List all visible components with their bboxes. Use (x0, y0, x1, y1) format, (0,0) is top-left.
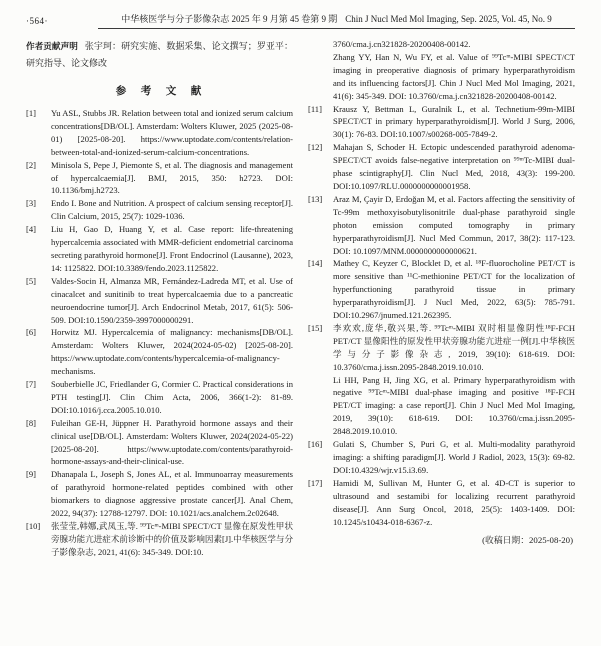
references-heading: 参 考 文 献 (115, 85, 204, 97)
journal-title-cn: 中华核医学与分子影像杂志 2025 年 9 月第 45 卷第 9 期 (121, 14, 338, 24)
reference-text: Li HH, Pang H, Jing XG, et al. Primary hyperparathyroidism with negative ⁹⁹Tcᵐ-MIBI dual-phase imaging and positive ¹⁸F-FCH PET/CT imaging: a case report[J]. Chin J Nucl Med Mol Imaging, 2019, 39(10): 618-619. DOI: 10.3760/cma.j.issn.2095-2848.2019.10.010. (333, 374, 575, 437)
reference-continuation (308, 38, 575, 51)
reference-number: [6] (26, 327, 36, 338)
reference-item (308, 141, 575, 193)
reference-item (26, 326, 293, 378)
left-column (26, 38, 293, 559)
reference-text: Fuleihan GE-H, Jüppner H. Parathyroid hormone assays and their clinical use[DB/OL]. Amsterdam: Wolters Kluwer, 2024(2024-05-22) [2025-08-20]. https://www.uptodate.com/contents/parathyroid-hormone-assays-and-their-clinical-use. (51, 417, 293, 467)
contribution-text: 张宇珂：研究实施、数据采集、论文撰写；罗亚平：研究指导、论文修改 (26, 41, 293, 68)
reference-text: Mahajan S, Schoder H. Ectopic undescended parathyroid adenoma-SPECT/CT avoids false-negative interpretation on ⁹⁹ᵐTc-MIBI dual-phase scintigraphy[J]. Clin Nucl Med, 2018, 43(3): 199-200. DOI:10.1097/RLU.0000000000001958. (333, 142, 575, 191)
reference-text: 李欢欢,庞华,敬兴果,等. ⁹⁹Tcᵐ-MIBI 双时相显像阴性¹⁸F-FCH PET/CT 显像阳性的原发性甲状旁腺功能亢进症一例[J].中华核医学与分子影像杂志, 2019, 39(10): 618-619. DOI: 10.3760/cma.j.issn.2095-2848.2019.10.010. (333, 322, 575, 372)
reference-text: Hamidi M, Sullivan M, Hunter G, et al. 4D-CT is superior to ultrasound and sestamibi for localizing recurrent parathyroid disease[J]. Ann Surg Oncol, 2018, 25(5): 1403-1409. DOI: 10.1245/s10434-018-6367-z. (333, 477, 575, 527)
reference-number: [15] (308, 322, 323, 333)
right-column (308, 38, 575, 559)
reference-number: [17] (308, 477, 323, 488)
reference-text: Araz M, Çayir D, Erdoğan M, et al. Factors affecting the sensitivity of Tc-99m methoxyisobutylisonitrile dual-phase parathyroid single photon emission computed tomography in primary hyperparathyroidism[J]. Nucl Med Commun, 2017, 38(2): 117-123. DOI: 10.1097/MNM.0000000000000621. (333, 193, 575, 256)
page-number: ·564· (26, 16, 48, 26)
reference-number: [8] (26, 417, 36, 428)
reference-item (26, 223, 293, 275)
journal-header-line (98, 12, 575, 29)
reference-text: Mathey C, Keyzer C, Blocklet D, et al. ¹⁸F-fluorocholine PET/CT is more sensitive than ¹¹C-methionine PET/CT for the localization of hyperfunctioning parathyroid tissue in primary hyperparathyroidism[J]. J Nucl Med, 2022, 63(5): 785-791. DOI:10.2967/jnumed.121.262395. (333, 258, 575, 321)
received-date: (收稿日期：2025-08-20) (482, 535, 573, 546)
reference-number: [14] (308, 258, 323, 269)
two-column-body (26, 38, 575, 559)
reference-number (308, 38, 333, 51)
reference-number: [16] (308, 439, 323, 450)
reference-item (26, 159, 293, 198)
reference-text: Yu ASL, Stubbs JR. Relation between total and ionized serum calcium concentrations[DB/OL]. Amsterdam: Wolters Kluwer, 2025 (2025-08-01) [2025-08-20]. https://www.uptodate.com/contents/relation-between-total-and-ionized-serum-calcium-concentrations. (51, 108, 293, 157)
reference-item (308, 322, 575, 374)
reference-number: [12] (308, 142, 323, 153)
reference-text: Zhang YY, Han N, Wu FY, et al. Value of ⁹⁹Tcᵐ-MIBI SPECT/CT imaging in preoperative diagnosis of primary hyperparathyroidism and its influencing factors[J]. Chin J Nucl Med Mol Imaging, 2021, 41(6): 345-349. DOI: 10.3760/cma.j.cn321828-20200408-00142. (333, 51, 575, 101)
reference-translation (308, 51, 575, 103)
contribution-label: 作者贡献声明 (26, 42, 78, 52)
reference-number: [4] (26, 224, 36, 235)
reference-item (308, 103, 575, 142)
reference-text: Valdes-Socin H, Almanza MR, Fernández-Ladreda MT, et al. Use of cinacalcet and sunitinib to treat hypercalcaemia due to a pancreatic neuroendocrine tumor[J]. Arch Endocrinol Metab, 2017, 61(5): 506-509. DOI:10.1590/2359-3997000000291. (51, 275, 293, 325)
reference-text: 3760/cma.j.cn321828-20200408-00142. (333, 39, 471, 49)
reference-item (26, 197, 293, 223)
reference-item (26, 520, 293, 559)
reference-number: [5] (26, 275, 36, 286)
reference-item (308, 193, 575, 258)
reference-text: Dhanapala L, Joseph S, Jones AL, et al. Immunoarray measurements of parathyroid hormone-related peptides combined with other biomarkers to diagnose aggressive prostate cancer[J]. Anal Chem, 2022, 94(37): 12788-12797. DOI: 10.1021/acs.analchem.2c02648. (51, 469, 293, 519)
reference-number (308, 51, 333, 103)
reference-item (26, 468, 293, 520)
reference-text: Souberbielle JC, Friedlander G, Cormier C. Practical considerations in PTH testing[J]. Clin Chim Acta, 2006, 366(1-2): 81-89. DOI:10.1016/j.cca.2005.10.010. (51, 379, 293, 415)
reference-translation (308, 374, 575, 439)
reference-number: [9] (26, 469, 36, 480)
reference-item (26, 417, 293, 469)
reference-number: [13] (308, 193, 323, 204)
reference-text: Krausz Y, Bettman L, Guralnik L, et al. Technetium-99m-MIBI SPECT/CT in primary hyperparathyroidism[J]. World J Surg, 2006, 30(1): 76-83. DOI:10.1007/s00268-005-7849-2. (333, 103, 575, 140)
reference-item (308, 257, 575, 322)
author-contribution-statement (26, 38, 293, 71)
reference-text: Liu H, Gao D, Huang Y, et al. Case report: life-threatening hypercalcemia associated with MMR-deficient endometrial carcinoma secreting parathyroid hormone[J]. Front Endocrinol (Lausanne), 2023, 14: 1125822. DOI:10.3389/fendo.2023.1125822. (51, 224, 293, 273)
reference-number: [1] (26, 108, 36, 118)
reference-number: [11] (308, 103, 322, 114)
reference-text: Gulati S, Chumber S, Puri G, et al. Multi-modality parathyroid imaging: a shifting paradigm[J]. World J Radiol, 2023, 15(3): 69-82. DOI:10.4329/wjr.v15.i3.69. (333, 439, 575, 475)
reference-number: [10] (26, 521, 41, 531)
reference-text: Minisola S, Pepe J, Piemonte S, et al. The diagnosis and management of hypercalcaemia[J]. BMJ, 2015, 350: h2723. DOI: 10.1136/bmj.h2723. (51, 159, 293, 196)
reference-item (308, 438, 575, 477)
reference-number: [7] (26, 379, 36, 390)
reference-text: Endo I. Bone and Nutrition. A prospect of calcium sensing receptor[J]. Clin Calcium, 2015, 25(7): 1029-1036. (51, 198, 293, 222)
reference-item (308, 477, 575, 529)
page-header (26, 12, 575, 29)
reference-number: [3] (26, 198, 36, 209)
reference-item (26, 378, 293, 417)
reference-text: 张莹莹,韩娜,武凤玉,等. ⁹⁹Tcᵐ-MIBI SPECT/CT 显像在原发性甲状旁腺功能亢进症术前诊断中的价值及影响因素[J].中华核医学与分子影像杂志, 2021, 41(6): 345-349. DOI:10. (51, 521, 293, 557)
reference-item (26, 107, 293, 159)
reference-item (26, 275, 293, 327)
reference-number (308, 374, 333, 439)
journal-title-en: Chin J Nucl Med Mol Imaging, Sep. 2025, Vol. 45, No. 9 (345, 14, 552, 24)
reference-text: Horwitz MJ. Hypercalcemia of malignancy: mechanisms[DB/OL]. Amsterdam: Wolters Kluwer, 2024(2024-05-02) [2025-08-20]. https://www.uptodate.com/contents/hypercalcemia-of-malignancy-mechanisms. (51, 327, 293, 377)
reference-number: [2] (26, 159, 36, 170)
